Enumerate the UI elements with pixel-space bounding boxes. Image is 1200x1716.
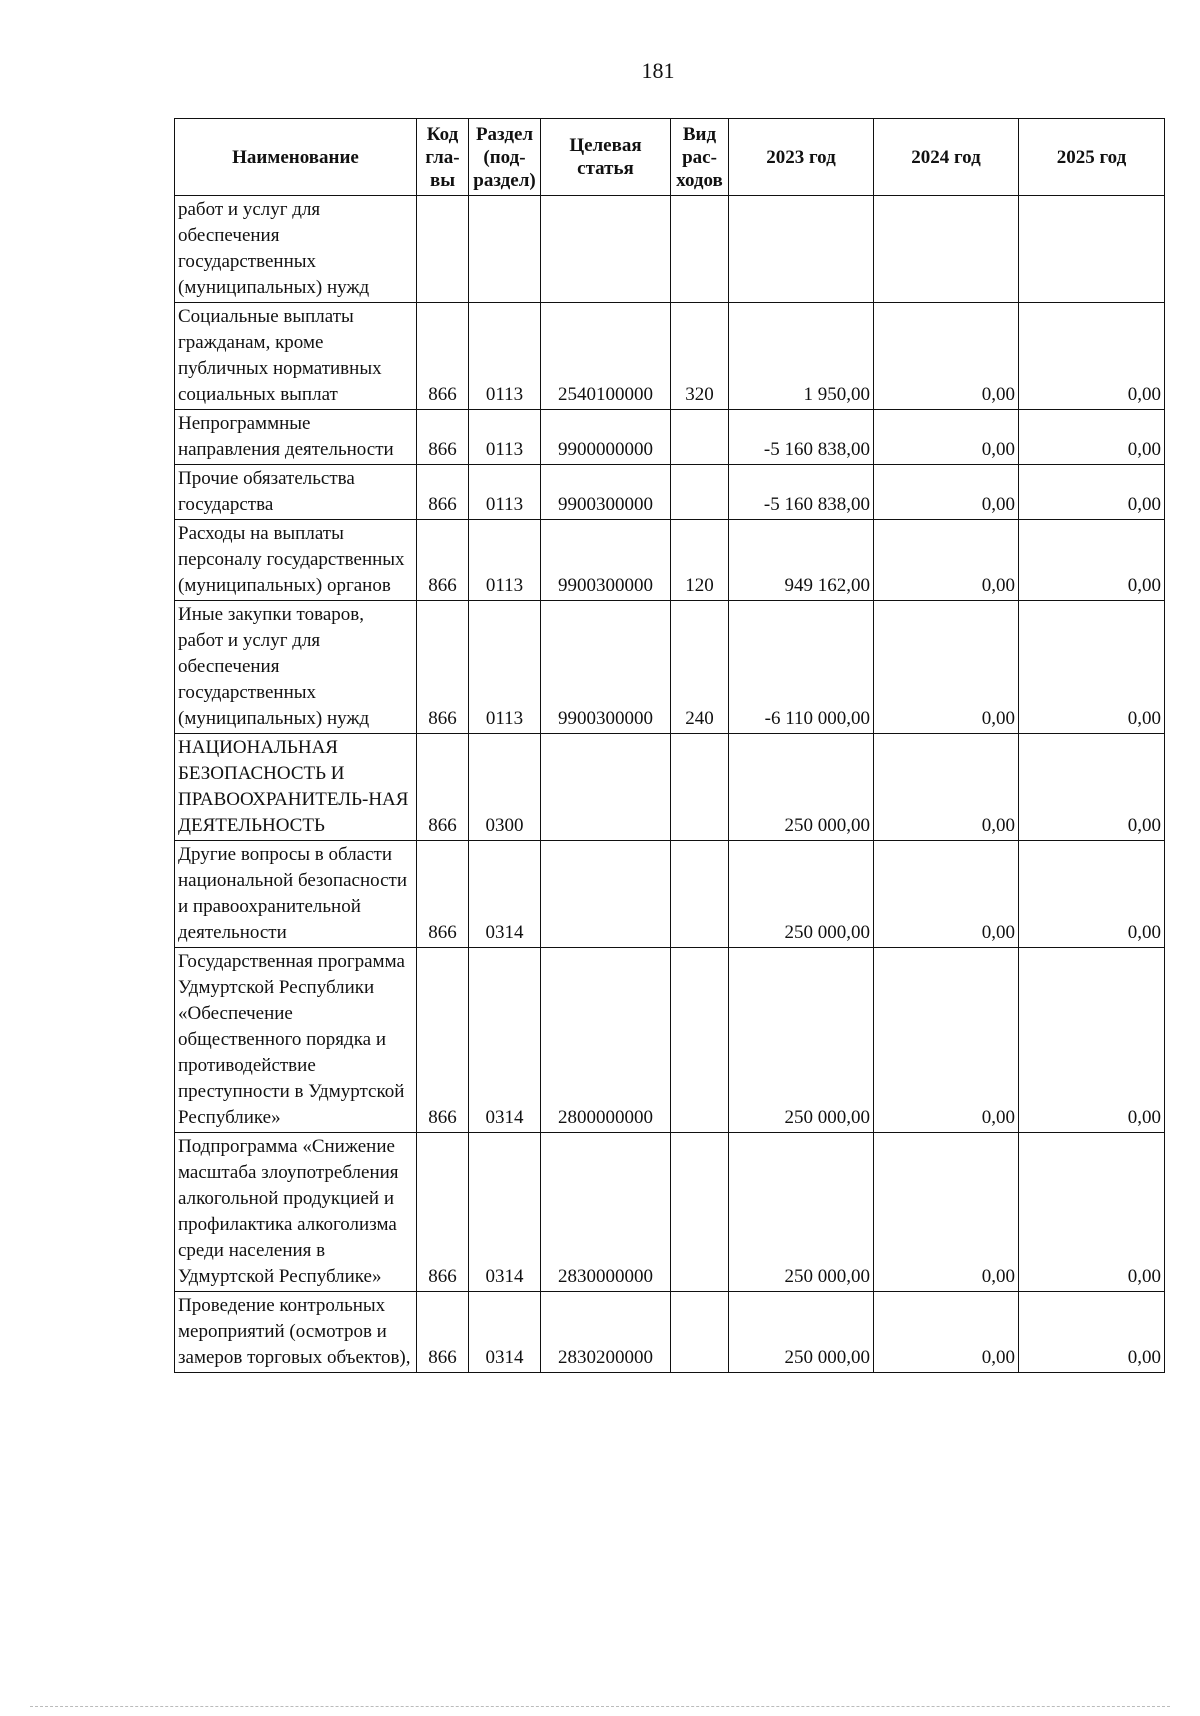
- header-name: Наименование: [175, 119, 417, 196]
- header-target-article: Целевая статья: [541, 119, 671, 196]
- cell-target-article: [541, 196, 671, 303]
- cell-2025: 0,00: [1019, 520, 1165, 601]
- cell-section: 0314: [469, 1292, 541, 1373]
- table-row: [175, 734, 1165, 841]
- cell-chapter-code: 866: [417, 841, 469, 948]
- header-section: Раздел (под-раздел): [469, 119, 541, 196]
- header-2025: 2025 год: [1019, 119, 1165, 196]
- header-2024: 2024 год: [874, 119, 1019, 196]
- cell-2023: 949 162,00: [729, 520, 874, 601]
- cell-2023: 250 000,00: [729, 948, 874, 1133]
- cell-expense-type: [671, 1133, 729, 1292]
- table-row: [175, 303, 1165, 410]
- cell-2024: 0,00: [874, 1133, 1019, 1292]
- header-chapter-code: Код гла-вы: [417, 119, 469, 196]
- cell-target-article: 2830000000: [541, 1133, 671, 1292]
- cell-name: работ и услуг для обеспечения государственных (муниципальных) нужд: [175, 196, 417, 303]
- cell-name: Прочие обязательства государства: [175, 465, 417, 520]
- cell-name: Иные закупки товаров, работ и услуг для обеспечения государственных (муниципальных) нужд: [175, 601, 417, 734]
- cell-expense-type: [671, 948, 729, 1133]
- cell-target-article: 2830200000: [541, 1292, 671, 1373]
- cell-2025: 0,00: [1019, 948, 1165, 1133]
- cell-expense-type: [671, 465, 729, 520]
- cell-expense-type: 120: [671, 520, 729, 601]
- table-row: [175, 465, 1165, 520]
- cell-target-article: 9900300000: [541, 520, 671, 601]
- cell-target-article: 2800000000: [541, 948, 671, 1133]
- cell-target-article: [541, 841, 671, 948]
- cell-expense-type: [671, 734, 729, 841]
- cell-2024: 0,00: [874, 303, 1019, 410]
- table-row: [175, 196, 1165, 303]
- cell-target-article: 2540100000: [541, 303, 671, 410]
- budget-table: [174, 118, 1165, 1373]
- cell-section: 0113: [469, 410, 541, 465]
- cell-2023: [729, 196, 874, 303]
- cell-chapter-code: 866: [417, 303, 469, 410]
- cell-2023: 1 950,00: [729, 303, 874, 410]
- cell-2025: 0,00: [1019, 1292, 1165, 1373]
- cell-chapter-code: 866: [417, 948, 469, 1133]
- table-row: [175, 948, 1165, 1133]
- cell-2025: 0,00: [1019, 303, 1165, 410]
- table-row: [175, 1133, 1165, 1292]
- cell-expense-type: [671, 841, 729, 948]
- cell-section: 0113: [469, 303, 541, 410]
- cell-2025: 0,00: [1019, 410, 1165, 465]
- cell-section: 0300: [469, 734, 541, 841]
- cell-2024: 0,00: [874, 734, 1019, 841]
- cell-chapter-code: 866: [417, 1292, 469, 1373]
- cell-2023: -5 160 838,00: [729, 465, 874, 520]
- cell-expense-type: [671, 1292, 729, 1373]
- cell-chapter-code: 866: [417, 1133, 469, 1292]
- table-row: [175, 601, 1165, 734]
- cell-2024: 0,00: [874, 410, 1019, 465]
- cell-target-article: 9900300000: [541, 465, 671, 520]
- cell-2024: 0,00: [874, 948, 1019, 1133]
- cell-2023: 250 000,00: [729, 1292, 874, 1373]
- cell-section: 0314: [469, 841, 541, 948]
- cell-2024: [874, 196, 1019, 303]
- cell-name: НАЦИОНАЛЬНАЯ БЕЗОПАСНОСТЬ И ПРАВООХРАНИТЕЛЬ-НАЯ ДЕЯТЕЛЬНОСТЬ: [175, 734, 417, 841]
- cell-name: Подпрограмма «Снижение масштаба злоупотребления алкогольной продукцией и профилактика алкоголизма среди населения в Удмуртской Республике»: [175, 1133, 417, 1292]
- cell-chapter-code: 866: [417, 734, 469, 841]
- table-row: [175, 1292, 1165, 1373]
- table-header-row: [175, 119, 1165, 196]
- cell-section: 0314: [469, 948, 541, 1133]
- cell-expense-type: 320: [671, 303, 729, 410]
- scan-edge-divider: [30, 1706, 1170, 1707]
- cell-2023: 250 000,00: [729, 841, 874, 948]
- cell-name: Проведение контрольных мероприятий (осмотров и замеров торговых объектов),: [175, 1292, 417, 1373]
- cell-2023: -5 160 838,00: [729, 410, 874, 465]
- cell-target-article: [541, 734, 671, 841]
- cell-chapter-code: 866: [417, 465, 469, 520]
- cell-2024: 0,00: [874, 520, 1019, 601]
- cell-expense-type: [671, 410, 729, 465]
- cell-section: 0113: [469, 601, 541, 734]
- cell-name: Государственная программа Удмуртской Республики «Обеспечение общественного порядка и противодействие преступности в Удмуртской Республике»: [175, 948, 417, 1133]
- cell-2025: 0,00: [1019, 734, 1165, 841]
- cell-chapter-code: [417, 196, 469, 303]
- header-expense-type: Вид рас-ходов: [671, 119, 729, 196]
- cell-expense-type: [671, 196, 729, 303]
- cell-name: Непрограммные направления деятельности: [175, 410, 417, 465]
- cell-section: 0113: [469, 520, 541, 601]
- cell-2024: 0,00: [874, 841, 1019, 948]
- cell-name: Другие вопросы в области национальной безопасности и правоохранительной деятельности: [175, 841, 417, 948]
- table-row: [175, 841, 1165, 948]
- cell-chapter-code: 866: [417, 520, 469, 601]
- cell-2024: 0,00: [874, 601, 1019, 734]
- cell-2024: 0,00: [874, 465, 1019, 520]
- cell-2025: 0,00: [1019, 465, 1165, 520]
- cell-chapter-code: 866: [417, 601, 469, 734]
- cell-expense-type: 240: [671, 601, 729, 734]
- table-row: [175, 520, 1165, 601]
- cell-section: [469, 196, 541, 303]
- cell-2023: 250 000,00: [729, 734, 874, 841]
- cell-target-article: 9900000000: [541, 410, 671, 465]
- cell-2025: [1019, 196, 1165, 303]
- cell-2025: 0,00: [1019, 1133, 1165, 1292]
- table-row: [175, 410, 1165, 465]
- cell-section: 0314: [469, 1133, 541, 1292]
- cell-section: 0113: [469, 465, 541, 520]
- header-2023: 2023 год: [729, 119, 874, 196]
- cell-2024: 0,00: [874, 1292, 1019, 1373]
- cell-2023: 250 000,00: [729, 1133, 874, 1292]
- cell-name: Социальные выплаты гражданам, кроме публичных нормативных социальных выплат: [175, 303, 417, 410]
- cell-name: Расходы на выплаты персоналу государственных (муниципальных) органов: [175, 520, 417, 601]
- cell-2023: -6 110 000,00: [729, 601, 874, 734]
- cell-2025: 0,00: [1019, 841, 1165, 948]
- cell-target-article: 9900300000: [541, 601, 671, 734]
- cell-2025: 0,00: [1019, 601, 1165, 734]
- cell-chapter-code: 866: [417, 410, 469, 465]
- page-number: 181: [641, 58, 675, 83]
